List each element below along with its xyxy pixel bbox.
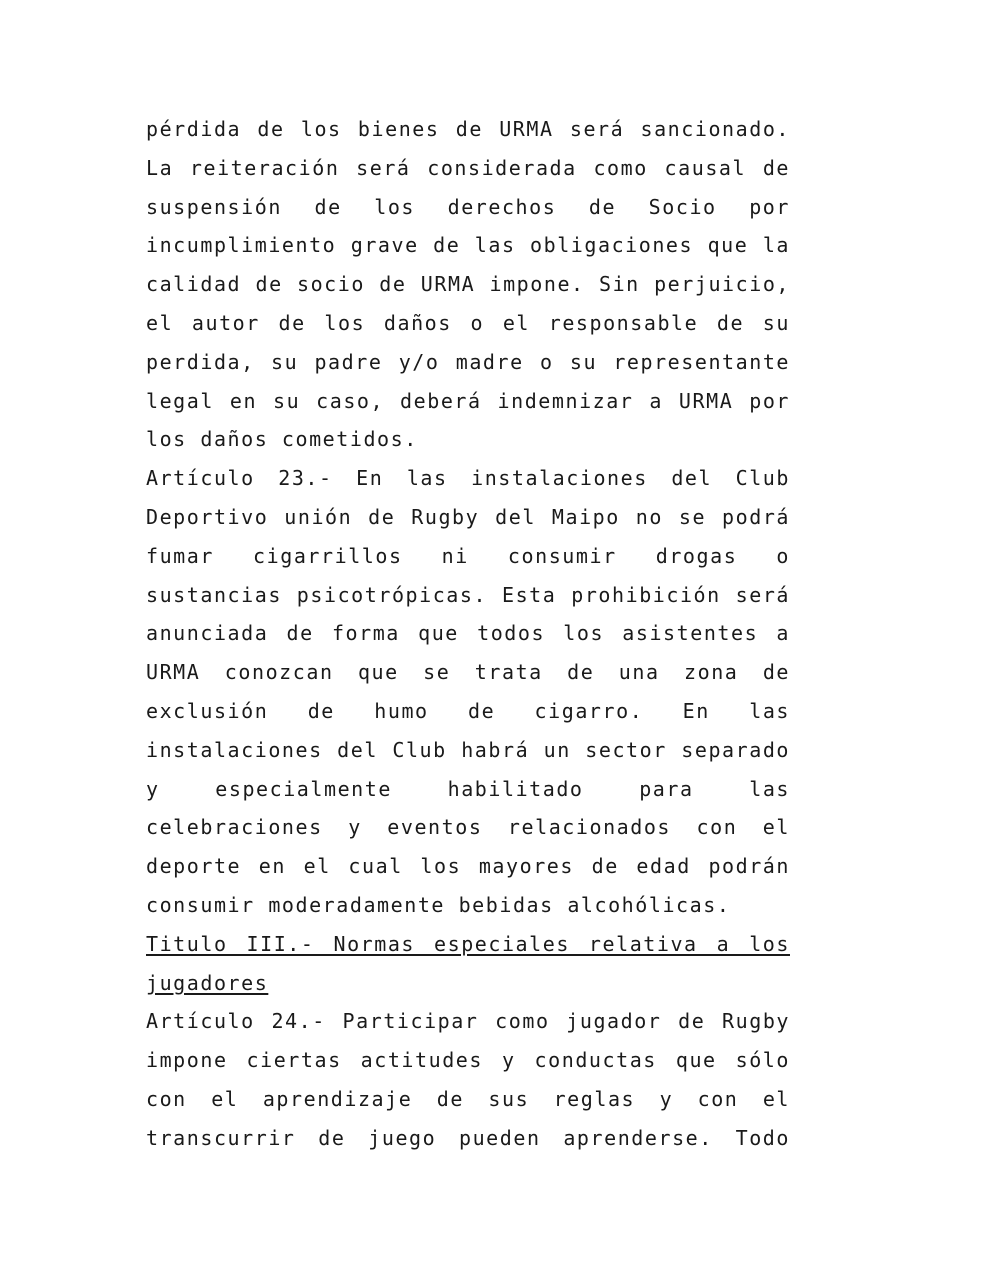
text-line <box>146 731 790 770</box>
line-text: fumar cigarrillos ni consumir drogas o <box>146 543 790 568</box>
text-line <box>146 226 790 265</box>
text-line <box>146 770 790 809</box>
document-page <box>146 110 790 1158</box>
line-text: perdida, su padre y/o madre o su representante <box>146 349 790 374</box>
line-text: exclusión de humo de cigarro. En las <box>146 698 790 723</box>
text-line <box>146 614 790 653</box>
line-text: y especialmente habilitado para las <box>146 776 790 801</box>
text-line <box>146 420 790 459</box>
text-line <box>146 459 790 498</box>
section-heading-line <box>146 925 790 964</box>
line-text: Deportivo unión de Rugby del Maipo no se podrá <box>146 504 790 529</box>
line-text: pérdida de los bienes de URMA será sancionado. <box>146 117 790 141</box>
line-text: legal en su caso, deberá indemnizar a URMA por <box>146 388 790 413</box>
text-line <box>146 265 790 304</box>
line-text: deporte en el cual los mayores de edad podrán <box>146 854 790 879</box>
line-text: Titulo III.- Normas especiales relativa a los <box>146 931 790 956</box>
line-text: Artículo 23.- En las instalaciones del Club <box>146 466 790 491</box>
line-text: impone ciertas actitudes y conductas que sólo <box>146 1048 790 1073</box>
line-text: transcurrir de juego pueden aprenderse. Todo <box>146 1125 790 1150</box>
text-line <box>146 537 790 576</box>
text-line <box>146 847 790 886</box>
line-text: suspensión de los derechos de Socio por <box>146 194 790 219</box>
line-text: el autor de los daños o el responsable de su <box>146 310 790 335</box>
text-line <box>146 692 790 731</box>
text-line <box>146 1119 790 1158</box>
text-line <box>146 1041 790 1080</box>
line-text: sustancias psicotrópicas. Esta prohibición será <box>146 582 790 607</box>
line-text: calidad de socio de URMA impone. Sin perjuicio, <box>146 272 790 297</box>
text-line <box>146 576 790 615</box>
text-line <box>146 343 790 382</box>
text-line <box>146 304 790 343</box>
line-text: jugadores <box>146 970 269 995</box>
text-line <box>146 149 790 188</box>
text-line <box>146 188 790 227</box>
text-line <box>146 382 790 421</box>
text-line <box>146 1080 790 1119</box>
text-line <box>146 1002 790 1041</box>
text-line <box>146 808 790 847</box>
section-heading-line <box>146 964 790 1003</box>
line-text: instalaciones del Club habrá un sector separado <box>146 737 790 762</box>
line-text: consumir moderadamente bebidas alcohólicas. <box>146 892 731 917</box>
line-text: con el aprendizaje de sus reglas y con el <box>146 1086 790 1111</box>
line-text: Artículo 24.- Participar como jugador de Rugby <box>146 1009 790 1034</box>
line-text: celebraciones y eventos relacionados con el <box>146 815 790 840</box>
text-line <box>146 653 790 692</box>
line-text: La reiteración será considerada como causal de <box>146 155 790 180</box>
line-text: incumplimiento grave de las obligaciones que la <box>146 233 790 258</box>
text-line <box>146 886 790 925</box>
line-text: anunciada de forma que todos los asistentes a <box>146 621 790 646</box>
text-line <box>146 498 790 537</box>
text-line <box>146 110 790 149</box>
line-text: los daños cometidos. <box>146 427 418 452</box>
line-text: URMA conozcan que se trata de una zona de <box>146 660 790 685</box>
